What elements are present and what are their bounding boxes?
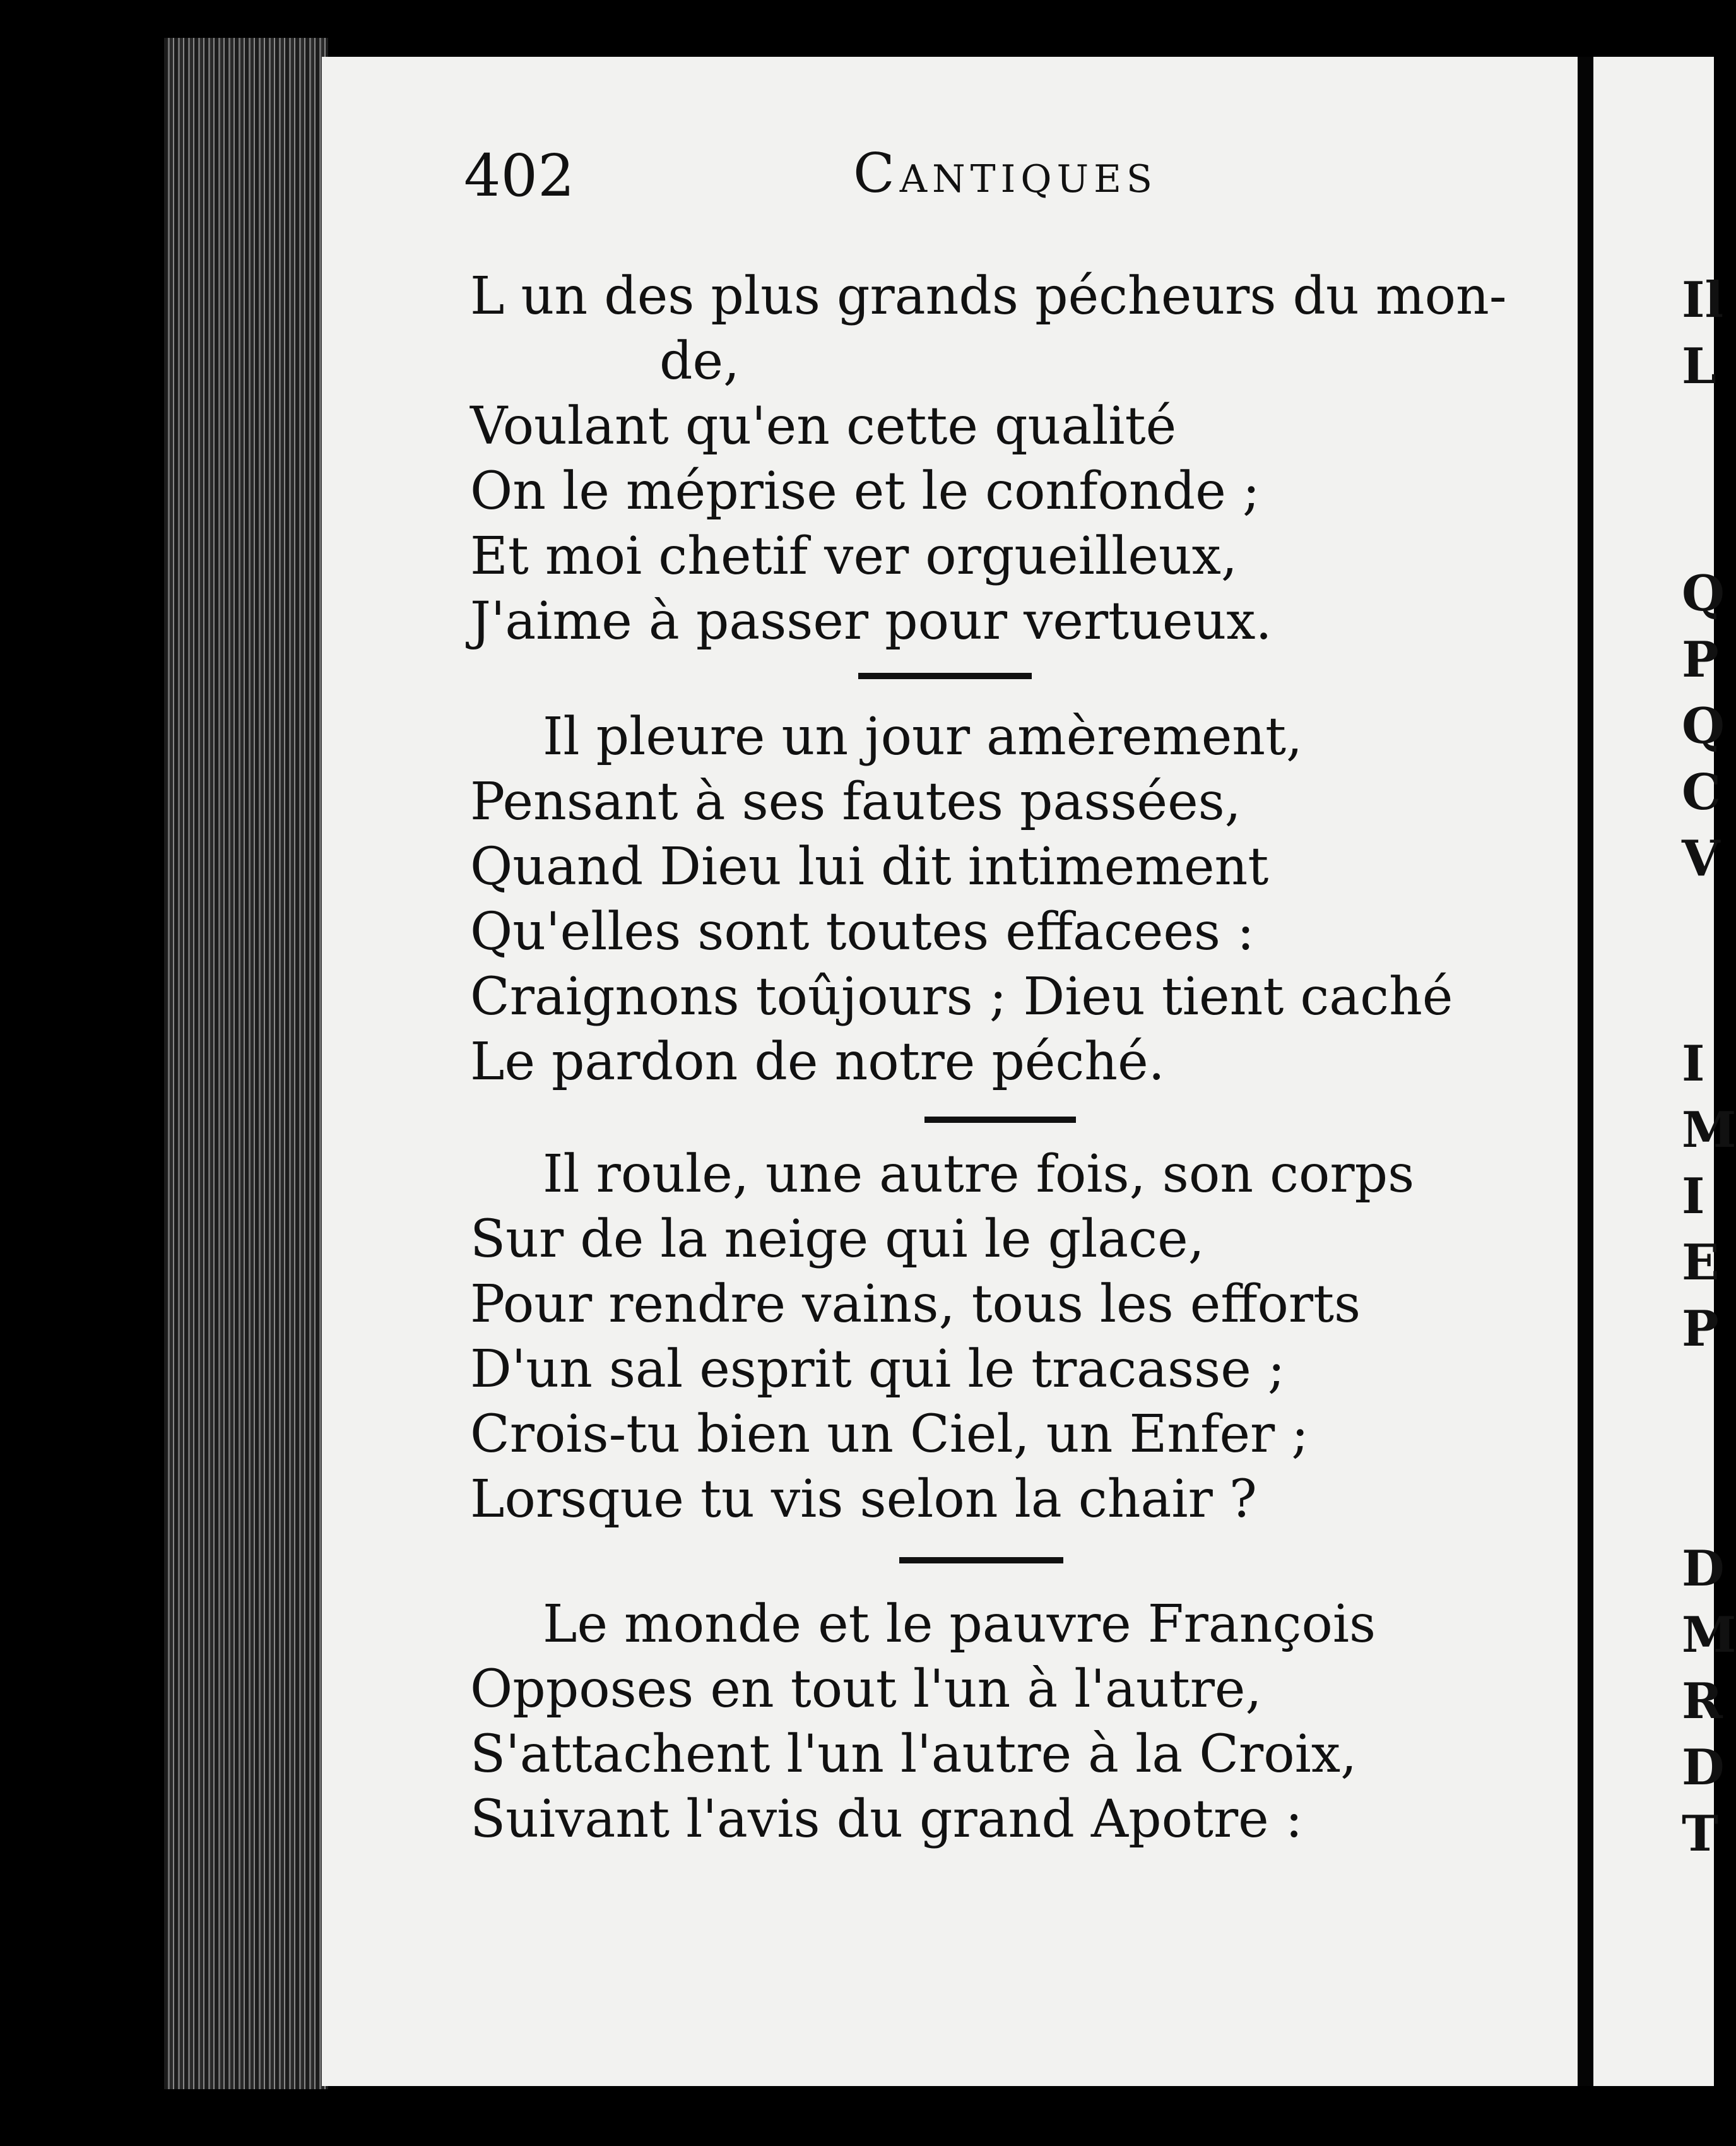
facing-letter: M [1682,1606,1736,1664]
verse-line: L un des plus grands pécheurs du mon- [470,266,1507,326]
verse-line: Il pleure un jour amèrement, [543,707,1303,767]
hymn-text [470,264,1543,1852]
page-edges [164,38,328,2089]
facing-letter: M [1682,1101,1736,1159]
verse-line: Il roule, une autre fois, son corps [543,1144,1415,1204]
facing-letter: P [1682,1300,1719,1358]
facing-letter: Q [1682,697,1725,755]
facing-letter: D [1682,1739,1725,1796]
verse-line: Opposes en tout l'un à l'autre, [470,1659,1262,1719]
verse-line: Le pardon de notre péché. [470,1032,1165,1092]
verse-line: Pour rendre vains, tous les efforts [470,1274,1361,1334]
verse-line: Craignons toûjours ; Dieu tient caché [470,967,1453,1027]
facing-letter: D [1682,1540,1725,1598]
verse-line: Sur de la neige qui le glace, [470,1209,1205,1269]
verse-line: Quand Dieu lui dit intimement [470,837,1269,897]
verse-line: Suivant l'avis du grand Apotre : [470,1789,1303,1849]
verse-line: Voulant qu'en cette qualité [470,396,1177,456]
facing-letter: P [1682,631,1719,689]
facing-letter: L [1682,338,1716,395]
stanza-divider [899,1557,1063,1563]
facing-letter: I [1682,1035,1705,1093]
stanza-divider [924,1117,1076,1123]
verse-line: Crois-tu bien un Ciel, un Enfer ; [470,1404,1309,1464]
verse-line: On le méprise et le confonde ; [470,461,1260,521]
verse-line: Lorsque tu vis selon la chair ? [470,1469,1257,1529]
stanza-divider [858,673,1032,679]
facing-letter: Q [1682,565,1725,622]
facing-letter: C [1682,764,1721,821]
verse-line: Qu'elles sont toutes effacees : [470,902,1255,962]
facing-letter: R [1682,1673,1723,1730]
verse-line: Le monde et le pauvre François [543,1594,1376,1654]
facing-letter: I [1682,1168,1705,1225]
facing-letter: Il [1682,271,1724,329]
page-header [464,142,1221,218]
facing-letter: V [1682,830,1720,887]
verse-line: J'aime à passer pour vertueux. [470,591,1272,651]
stanza-1 [470,264,1543,654]
facing-letter: E [1682,1234,1720,1291]
verse-line: Et moi chetif ver orgueilleux, [470,526,1237,586]
stanza-3 [470,1142,1543,1532]
verse-line: S'attachent l'un l'autre à la Croix, [470,1724,1357,1784]
verse-line: D'un sal esprit qui le tracasse ; [470,1339,1285,1399]
verse-line: de, [659,331,740,391]
stanza-4 [470,1592,1543,1852]
verse-line: Pensant à ses fautes passées, [470,772,1241,832]
running-head: Cantiques [853,142,1158,205]
page-number: 402 [464,142,575,210]
book-gutter [1578,57,1593,2086]
stanza-2 [470,704,1543,1094]
facing-letter: T [1682,1805,1719,1863]
